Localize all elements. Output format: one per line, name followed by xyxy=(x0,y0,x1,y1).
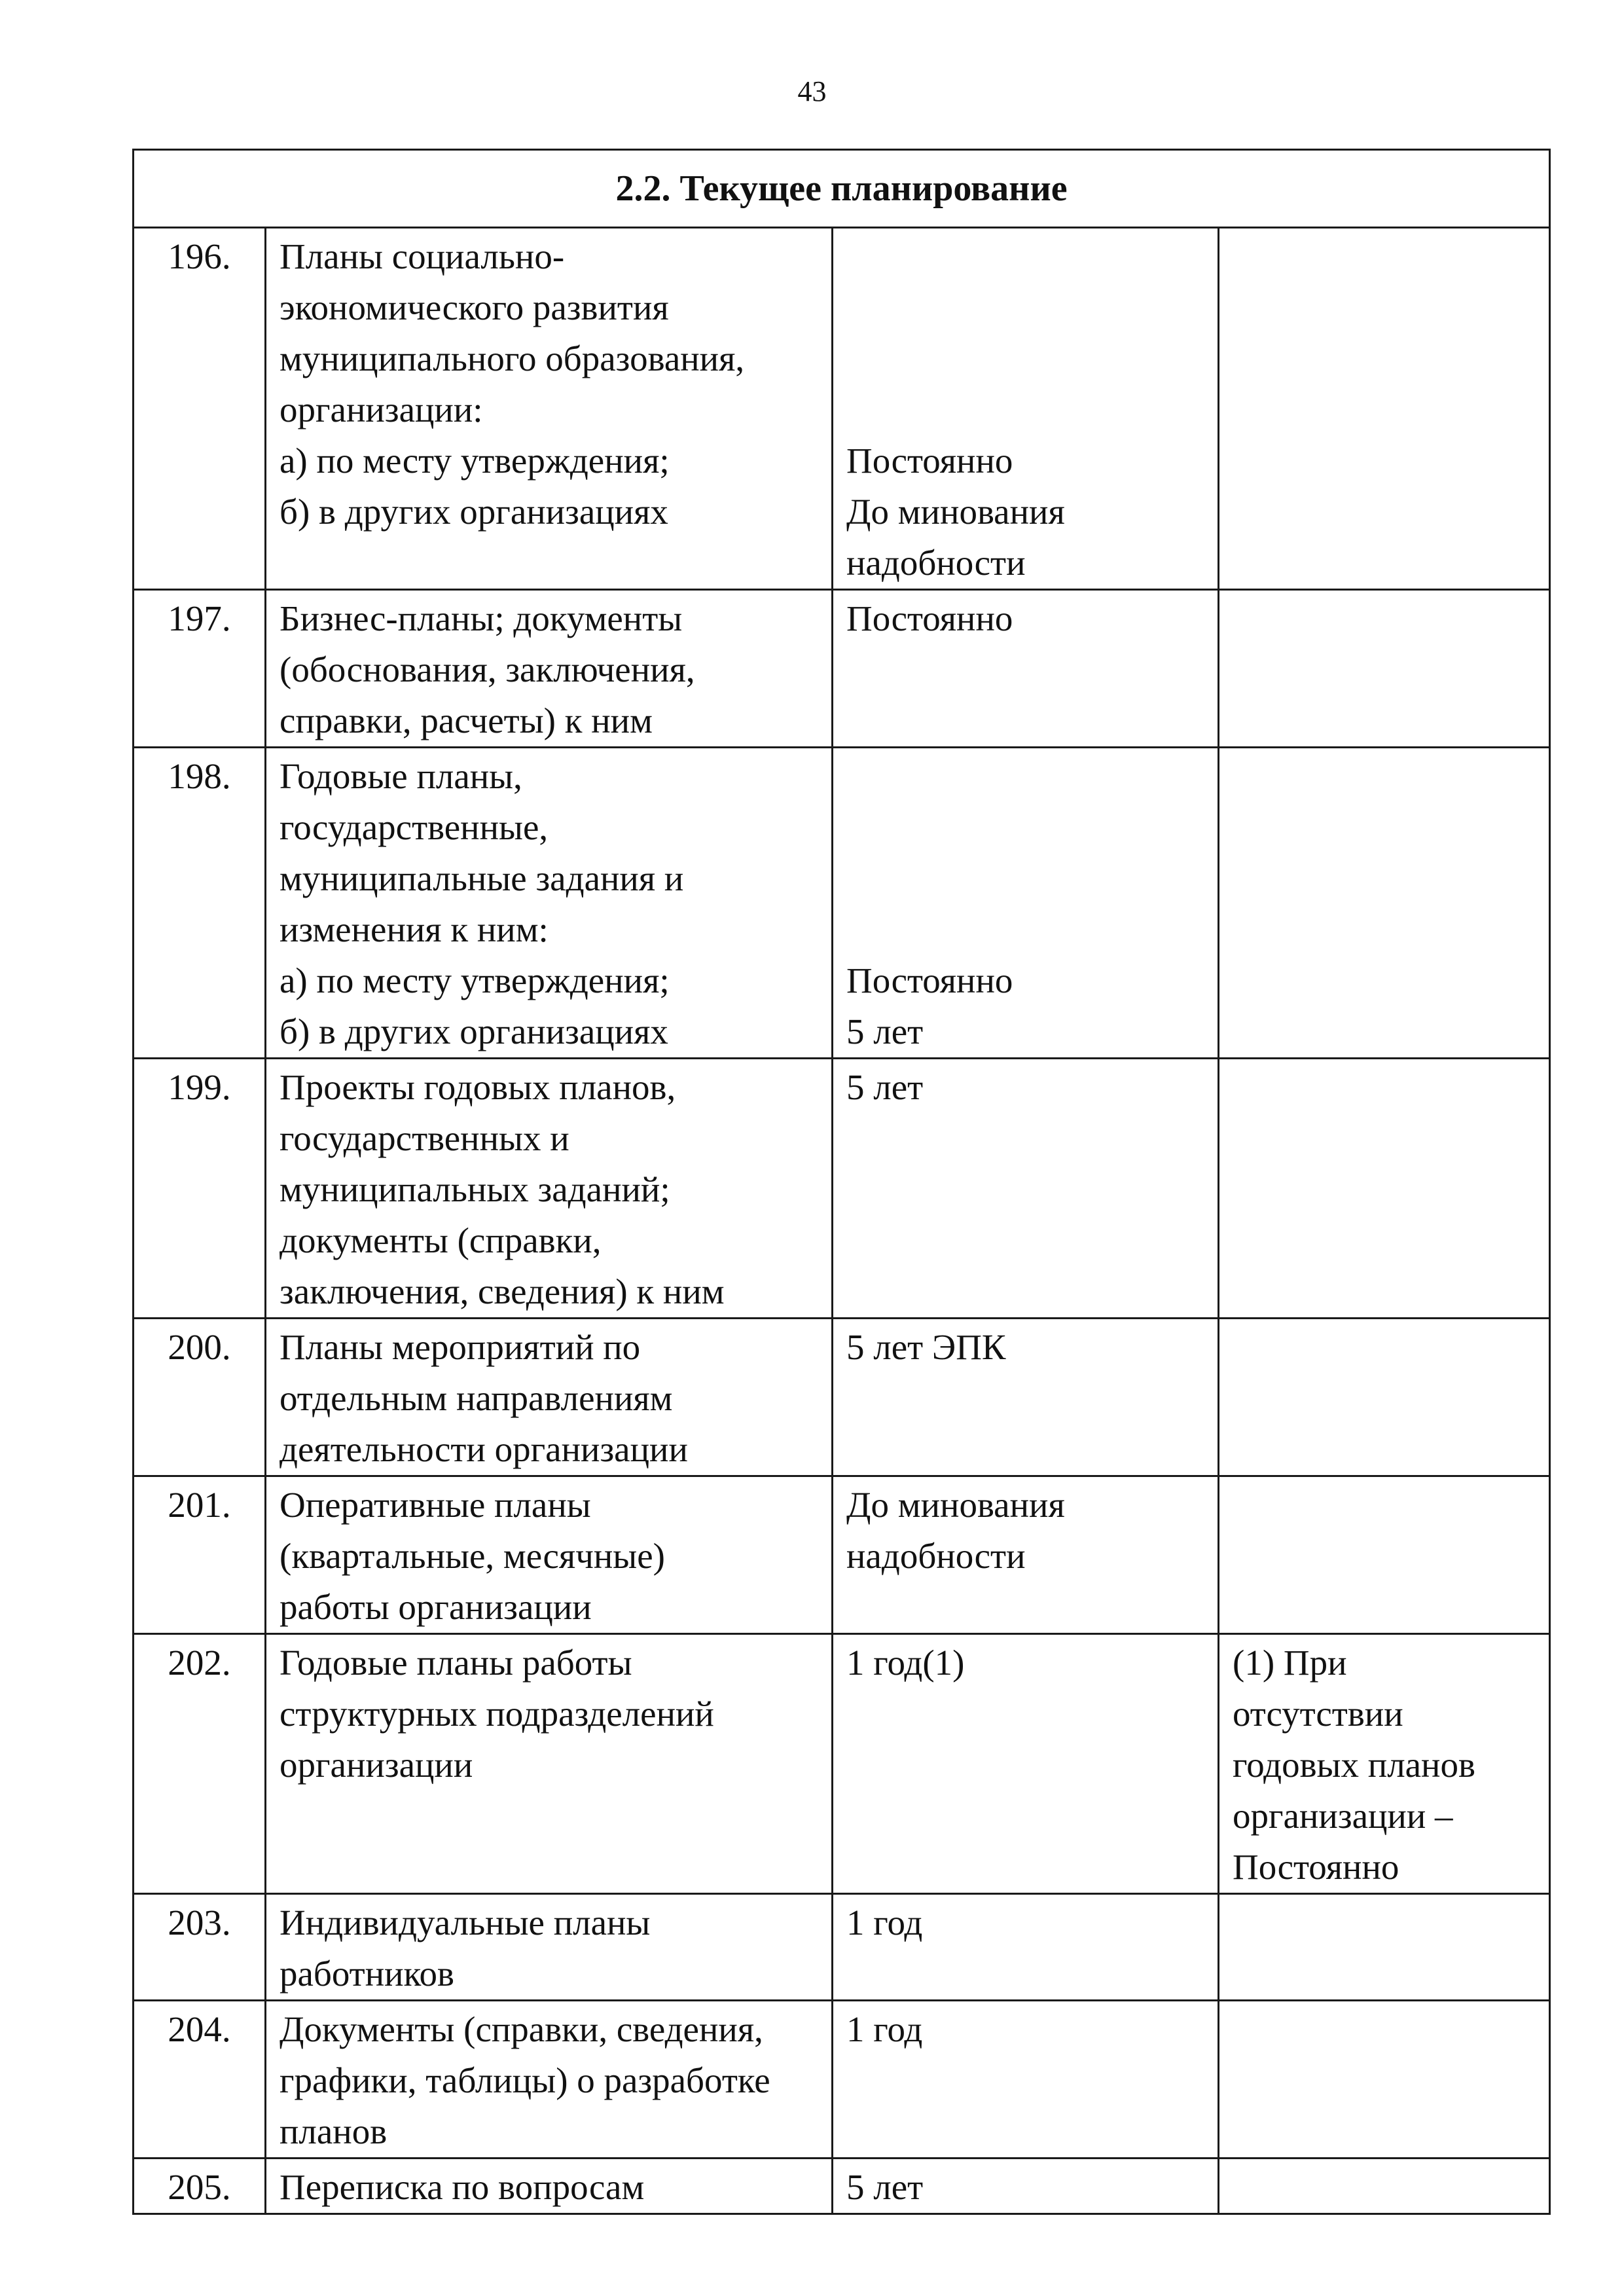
document-type-line: отдельным направлениям xyxy=(280,1378,673,1418)
document-type-line: справки, расчеты) к ним xyxy=(280,701,653,740)
document-type-line: муниципального образования, xyxy=(280,338,745,378)
document-type-cell xyxy=(266,748,833,1059)
document-type-line: государственных и xyxy=(280,1118,569,1158)
retention-term-line: До минования xyxy=(846,492,1065,532)
document-type-line: Индивидуальные планы xyxy=(280,1903,651,1942)
retention-term-cell xyxy=(833,2159,1219,2214)
document-type-line: Планы социально- xyxy=(280,236,565,276)
note-line: Постоянно xyxy=(1233,1847,1399,1887)
document-type-line: а) по месту утверждения; xyxy=(280,960,670,1000)
retention-term-line: 5 лет ЭПК xyxy=(846,1327,1006,1367)
document-type-line: Бизнес-планы; документы xyxy=(280,598,683,638)
note-cell xyxy=(1219,1894,1550,2001)
line-spacer xyxy=(846,231,1204,282)
row-number: 200. xyxy=(134,1319,266,1476)
note-cell xyxy=(1219,1476,1550,1634)
row-number: 202. xyxy=(134,1634,266,1894)
document-type-line: а) по месту утверждения; xyxy=(280,441,670,481)
line-spacer xyxy=(846,333,1204,384)
retention-term-cell xyxy=(833,1059,1219,1319)
retention-term-cell xyxy=(833,1894,1219,2001)
table-row xyxy=(134,748,1550,1059)
table-row xyxy=(134,2159,1550,2214)
note-cell xyxy=(1219,2159,1550,2214)
records-table xyxy=(132,149,1551,2215)
document-type-line: работы организации xyxy=(280,1587,592,1627)
retention-term-cell xyxy=(833,748,1219,1059)
document-type-cell xyxy=(266,1319,833,1476)
document-type-cell xyxy=(266,1059,833,1319)
retention-term-line: До минования xyxy=(846,1485,1065,1525)
document-type-cell xyxy=(266,2001,833,2159)
document-type-line: Планы мероприятий по xyxy=(280,1327,641,1367)
section-header-row xyxy=(134,150,1550,228)
note-cell xyxy=(1219,228,1550,590)
retention-term-line: надобности xyxy=(846,543,1026,583)
note-cell xyxy=(1219,590,1550,748)
row-number: 197. xyxy=(134,590,266,748)
document-type-line: Годовые планы, xyxy=(280,756,522,796)
retention-term-cell xyxy=(833,1634,1219,1894)
document-type-line: структурных подразделений xyxy=(280,1694,714,1734)
document-type-line: б) в других организациях xyxy=(280,1011,668,1051)
retention-term-line: 1 год xyxy=(846,2009,923,2049)
retention-term-line: надобности xyxy=(846,1536,1026,1576)
retention-term-cell xyxy=(833,1476,1219,1634)
document-type-line: Проекты годовых планов, xyxy=(280,1067,676,1107)
section-title: 2.2. Текущее планирование xyxy=(134,150,1550,228)
retention-term-line: 5 лет xyxy=(846,2167,924,2207)
row-number: 204. xyxy=(134,2001,266,2159)
line-spacer xyxy=(846,853,1204,904)
document-type-line: государственные, xyxy=(280,807,549,847)
note-line: организации – xyxy=(1233,1796,1453,1836)
retention-term-line: Постоянно xyxy=(846,441,1013,481)
document-type-line: муниципальных заданий; xyxy=(280,1169,670,1209)
table-row xyxy=(134,1476,1550,1634)
document-type-line: (обоснования, заключения, xyxy=(280,649,695,689)
note-cell xyxy=(1219,2001,1550,2159)
retention-term-cell xyxy=(833,590,1219,748)
page-number: 43 xyxy=(797,75,827,107)
records-table-body xyxy=(134,150,1550,2214)
document-type-line: планов xyxy=(280,2111,388,2151)
retention-term-line: Постоянно xyxy=(846,598,1013,638)
document-type-cell xyxy=(266,228,833,590)
line-spacer xyxy=(846,904,1204,955)
document-type-line: работников xyxy=(280,1954,454,1994)
row-number: 201. xyxy=(134,1476,266,1634)
retention-term-cell xyxy=(833,1319,1219,1476)
line-spacer xyxy=(846,384,1204,435)
retention-term-line: Постоянно xyxy=(846,960,1013,1000)
table-row xyxy=(134,1894,1550,2001)
document-type-cell xyxy=(266,2159,833,2214)
document-type-line: организации: xyxy=(280,390,483,429)
note-line: годовых планов xyxy=(1233,1745,1475,1785)
document-type-line: организации xyxy=(280,1745,473,1785)
document-type-cell xyxy=(266,1634,833,1894)
retention-term-cell xyxy=(833,228,1219,590)
document-type-line: б) в других организациях xyxy=(280,492,668,532)
document-type-cell xyxy=(266,590,833,748)
note-cell xyxy=(1219,1634,1550,1894)
document-type-line: экономического развития xyxy=(280,287,669,327)
table-row xyxy=(134,2001,1550,2159)
document-type-line: графики, таблицы) о разработке xyxy=(280,2060,770,2100)
document-type-cell xyxy=(266,1894,833,2001)
table-row xyxy=(134,1634,1550,1894)
retention-term-cell xyxy=(833,2001,1219,2159)
retention-term-line: 5 лет xyxy=(846,1011,924,1051)
note-cell xyxy=(1219,1319,1550,1476)
line-spacer xyxy=(846,751,1204,802)
table-row xyxy=(134,228,1550,590)
document-type-line: Документы (справки, сведения, xyxy=(280,2009,763,2049)
row-number: 198. xyxy=(134,748,266,1059)
document-type-line: изменения к ним: xyxy=(280,909,549,949)
row-number: 203. xyxy=(134,1894,266,2001)
note-line: отсутствии xyxy=(1233,1694,1403,1734)
retention-term-line: 1 год xyxy=(846,1903,923,1942)
row-number: 205. xyxy=(134,2159,266,2214)
document-type-line: Оперативные планы xyxy=(280,1485,591,1525)
document-type-line: документы (справки, xyxy=(280,1220,602,1260)
row-number: 196. xyxy=(134,228,266,590)
table-row xyxy=(134,590,1550,748)
retention-term-line: 5 лет xyxy=(846,1067,924,1107)
line-spacer xyxy=(846,802,1204,853)
table-row xyxy=(134,1319,1550,1476)
retention-term-line: 1 год(1) xyxy=(846,1643,965,1683)
note-cell xyxy=(1219,748,1550,1059)
document-type-line: (квартальные, месячные) xyxy=(280,1536,665,1576)
row-number: 199. xyxy=(134,1059,266,1319)
document-type-line: Переписка по вопросам xyxy=(280,2167,645,2207)
document-type-cell xyxy=(266,1476,833,1634)
document-type-line: заключения, сведения) к ним xyxy=(280,1271,725,1311)
note-line: (1) При xyxy=(1233,1643,1347,1683)
note-cell xyxy=(1219,1059,1550,1319)
document-type-line: Годовые планы работы xyxy=(280,1643,632,1683)
line-spacer xyxy=(846,282,1204,333)
document-type-line: деятельности организации xyxy=(280,1429,688,1469)
table-row xyxy=(134,1059,1550,1319)
document-type-line: муниципальные задания и xyxy=(280,858,684,898)
